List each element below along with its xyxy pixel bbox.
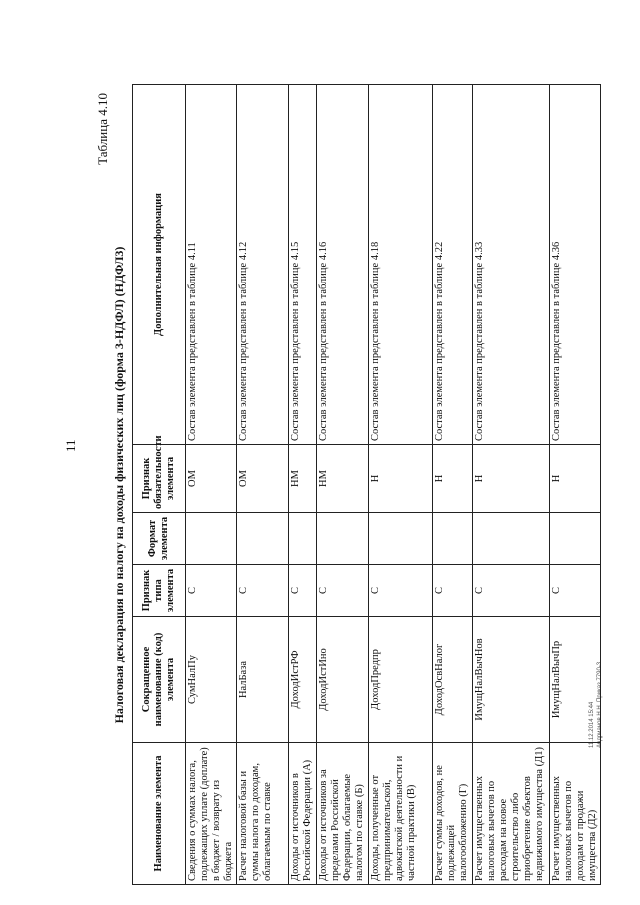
cell-mandatory: Н [473, 445, 550, 513]
cell-mandatory: НМ [289, 445, 317, 513]
cell-type: С [550, 565, 601, 617]
table-row [369, 85, 433, 885]
cell-type: С [473, 565, 550, 617]
cell-info: Состав элемента представлен в таблице 4.18 [369, 85, 433, 445]
cell-info: Состав элемента представлен в таблице 4.36 [550, 85, 601, 445]
cell-format [237, 513, 289, 565]
cell-mandatory: Н [369, 445, 433, 513]
cell-mandatory: ОМ [237, 445, 289, 513]
cell-type: С [369, 565, 433, 617]
cell-mandatory: Н [433, 445, 473, 513]
cell-code: ДоходИстРФ [289, 617, 317, 743]
cell-name: Расчет имущественных налоговых вычетов по расходам на новое строительство либо приобретение объектов недвижимого имущества (Д1) [473, 743, 550, 885]
table-row [186, 85, 237, 885]
header-info: Дополнительная информация [133, 85, 186, 445]
cell-name: Доходы от источников за пределами Российской Федерации, облагаемые налогом по ставке (Б) [317, 743, 369, 885]
cell-mandatory: ОМ [186, 445, 237, 513]
cell-type: С [186, 565, 237, 617]
table-row [473, 85, 550, 885]
table-title: Налоговая декларация по налогу на доходы физических лиц (форма 3-НДФЛ) (НДФЛ3) [112, 246, 126, 724]
cell-code: ИмущНалВычНов [473, 617, 550, 743]
cell-info: Состав элемента представлен в таблице 4.22 [433, 85, 473, 445]
header-code: Сокращенное наименование (код) элемента [133, 617, 186, 743]
cell-info: Состав элемента представлен в таблице 4.12 [237, 85, 289, 445]
cell-name: Расчет налоговой базы и суммы налога по доходам, облагаемым по ставке [237, 743, 289, 885]
cell-format [473, 513, 550, 565]
table-row [317, 85, 369, 885]
header-format: Формат элемента [133, 513, 186, 565]
cell-type: С [237, 565, 289, 617]
header-name: Наименование элемента [133, 743, 186, 885]
cell-format [317, 513, 369, 565]
table-row [550, 85, 601, 885]
cell-name: Расчет суммы доходов, не подлежащей налогообложению (Г) [433, 743, 473, 885]
table-label: Таблица 4.10 [95, 93, 110, 165]
cell-format [550, 513, 601, 565]
cell-code: ИмущНалВычПр [550, 617, 601, 743]
header-type: Признак типа элемента [133, 565, 186, 617]
page-number: 11 [63, 439, 78, 452]
declaration-table [132, 84, 601, 885]
cell-mandatory: Н [550, 445, 601, 513]
table-row [433, 85, 473, 885]
cell-code: СумНалПу [186, 617, 237, 743]
cell-format [433, 513, 473, 565]
cell-name: Сведения о суммах налога, подлежащих уплате (доплате) в бюджет / возврату из бюджета [186, 743, 237, 885]
footer-author: Андрианов Н.Н. Приказ 7790-3 [597, 661, 603, 748]
cell-info: Состав элемента представлен в таблице 4.15 [289, 85, 317, 445]
table-row [289, 85, 317, 885]
cell-code: ДоходИстИно [317, 617, 369, 743]
cell-code: НалБаза [237, 617, 289, 743]
cell-info: Состав элемента представлен в таблице 4.16 [317, 85, 369, 445]
cell-name: Доходы, полученные от предпринимательской, адвокатской деятельности и частной практики (В) [369, 743, 433, 885]
table-row [237, 85, 289, 885]
cell-mandatory: НМ [317, 445, 369, 513]
cell-name: Расчет имущественных налоговых вычетов по доходам от продажи имущества (Д2) [550, 743, 601, 885]
cell-info: Состав элемента представлен в таблице 4.33 [473, 85, 550, 445]
cell-code: ДоходПредпр [369, 617, 433, 743]
header-mandatory: Признак обязательности элемента [133, 445, 186, 513]
cell-format [289, 513, 317, 565]
table-header-row [133, 85, 186, 885]
cell-format [186, 513, 237, 565]
cell-type: С [433, 565, 473, 617]
cell-format [369, 513, 433, 565]
cell-name: Доходы от источников в Российской Федерации (А) [289, 743, 317, 885]
cell-code: ДоходОсвНалог [433, 617, 473, 743]
cell-info: Состав элемента представлен в таблице 4.11 [186, 85, 237, 445]
cell-type: С [289, 565, 317, 617]
footer-timestamp: 11.12.2014 15:44 [589, 701, 595, 748]
cell-type: С [317, 565, 369, 617]
